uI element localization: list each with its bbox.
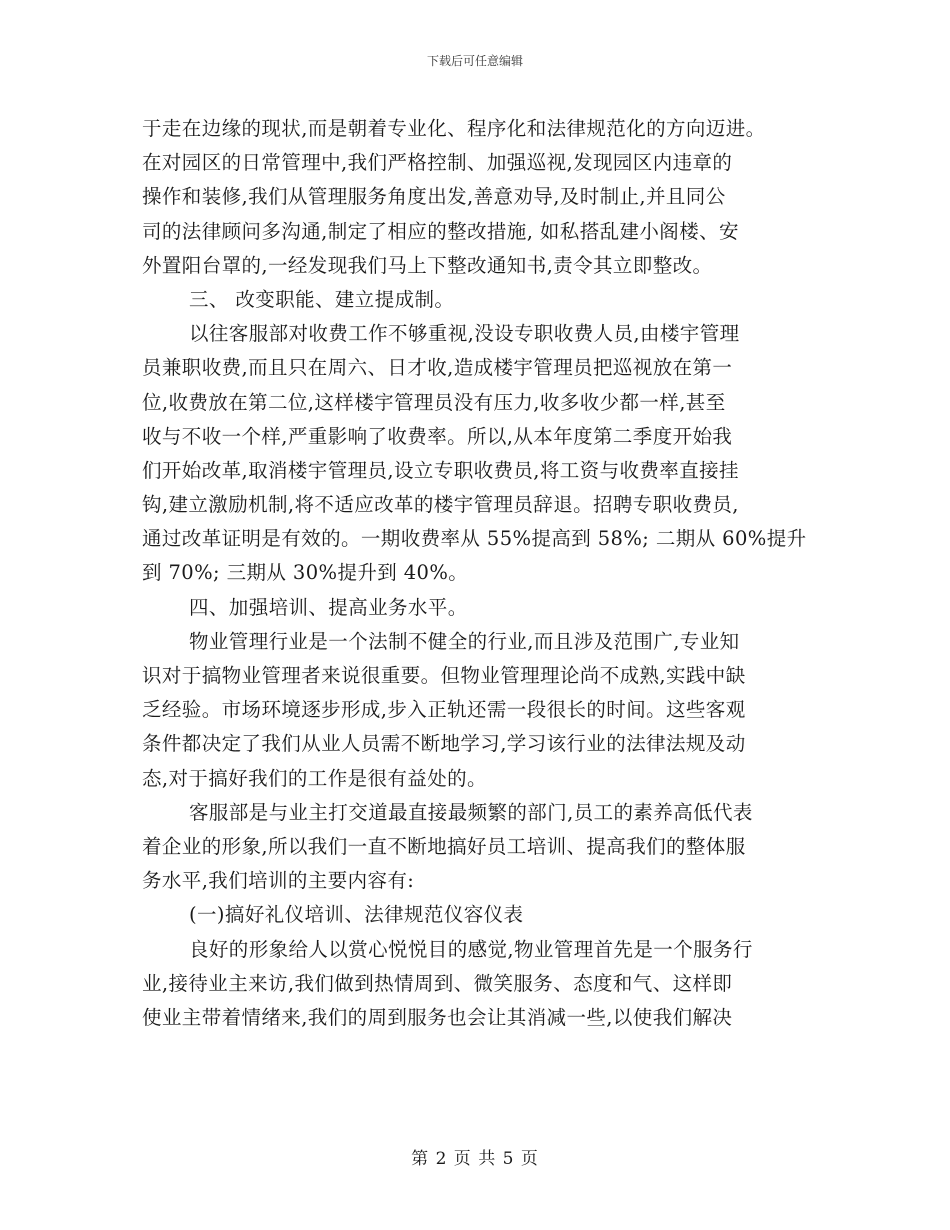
text-line: 到 70%; 三期从 30%提升到 40%。 <box>142 561 469 585</box>
document-body <box>142 112 817 1035</box>
text-line: 在对园区的日常管理中,我们严格控制、加强巡视,发现园区内违章的 <box>142 151 733 175</box>
text-line: 四、加强培训、提高业务水平。 <box>189 595 468 619</box>
text-line: 员兼职收费,而且只在周六、日才收,造成楼宇管理员把巡视放在第一 <box>142 356 733 380</box>
text-line: 钩,建立激励机制,将不适应改革的楼宇管理员辞退。招聘专职收费员, <box>142 493 739 517</box>
text-line: 乏经验。市场环境逐步形成,步入正轨还需一段很长的时间。这些客观 <box>142 698 746 722</box>
text-line: 客服部是与业主打交道最直接最频繁的部门,员工的素养高低代表 <box>189 800 753 824</box>
text-line: 良好的形象给人以赏心悦悦目的感觉,物业管理首先是一个服务行 <box>189 937 753 961</box>
text-line: 司的法律顾问多沟通,制定了相应的整改措施, 如私搭乱建小阁楼、安 <box>142 219 739 243</box>
text-line: 务水平,我们培训的主要内容有: <box>142 869 415 893</box>
text-line: 操作和装修,我们从管理服务角度出发,善意劝导,及时制止,并且同公 <box>142 185 726 209</box>
text-line: 三、 改变职能、建立提成制。 <box>189 287 455 311</box>
text-line: (一)搞好礼仪培训、法律规范仪容仪表 <box>189 903 524 927</box>
text-line: 识对于搞物业管理者来说很重要。但物业管理理论尚不成熟,实践中缺 <box>142 664 746 687</box>
page-footer-page-number: 第 2 页 共 5 页 <box>411 1149 539 1169</box>
text-line: 们开始改革,取消楼宇管理员,设立专职收费员,将工资与收费率直接挂 <box>142 458 739 482</box>
text-line: 条件都决定了我们从业人员需不断地学习,学习该行业的法律法规及动 <box>142 732 746 756</box>
text-line: 使业主带着情绪来,我们的周到服务也会让其消减一些,以使我们解决 <box>142 1005 733 1029</box>
text-line: 物业管理行业是一个法制不健全的行业,而且涉及范围广,专业知 <box>189 629 740 653</box>
text-line: 外置阳台罩的,一经发现我们马上下整改通知书,责令其立即整改。 <box>142 253 713 277</box>
text-line: 通过改革证明是有效的。一期收费率从 55%提高到 58%; 二期从 60%提升 <box>142 527 807 551</box>
text-line: 于走在边缘的现状,而是朝着专业化、程序化和法律规范化的方向迈进。 <box>142 117 766 140</box>
text-line: 位,收费放在第二位,这样楼宇管理员没有压力,收多收少都一样,甚至 <box>142 390 726 414</box>
text-line: 态,对于搞好我们的工作是很有益处的。 <box>142 766 487 790</box>
text-line: 着企业的形象,所以我们一直不断地搞好员工培训、提高我们的整体服 <box>142 834 746 858</box>
text-line: 收与不收一个样,严重影响了收费率。所以,从本年度第二季度开始我 <box>142 424 733 448</box>
text-line: 以往客服部对收费工作不够重视,没设专职收费人员,由楼宇管理 <box>189 322 740 346</box>
page-header: 下载后可任意编辑 <box>426 54 523 68</box>
text-line: 业,接待业主来访,我们做到热情周到、微笑服务、态度和气、这样即 <box>142 971 733 995</box>
